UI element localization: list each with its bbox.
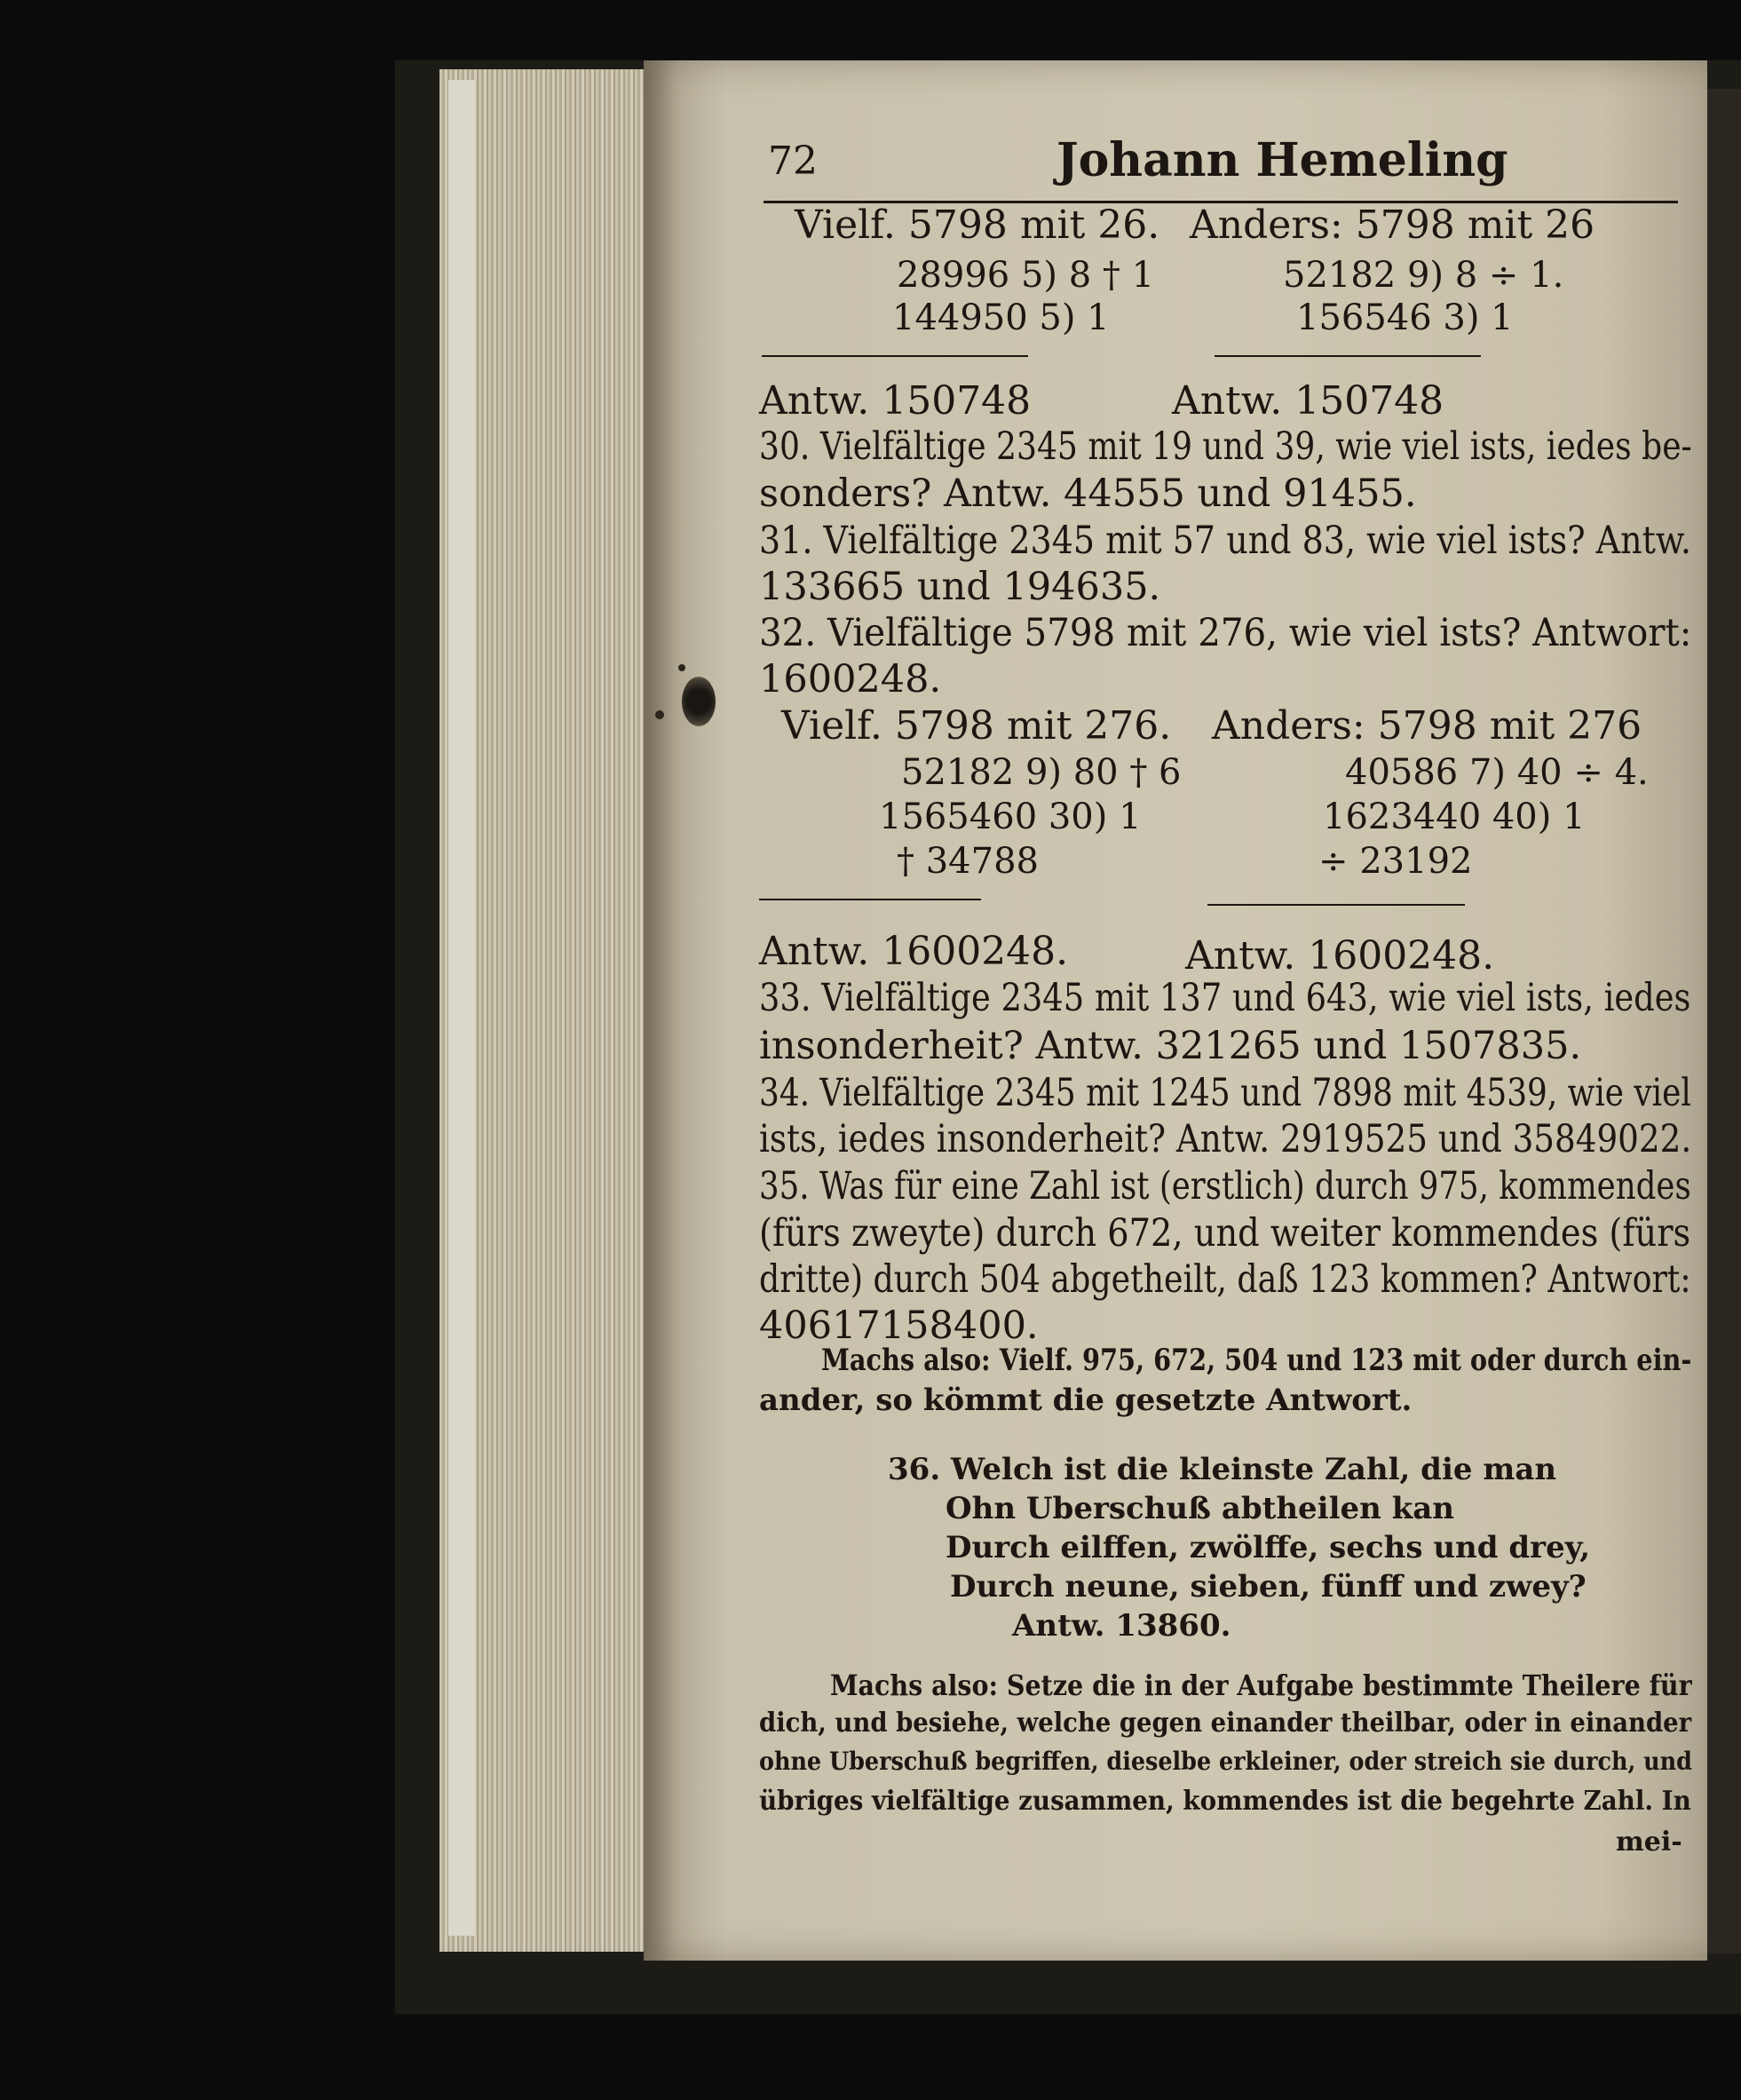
problem-text-line: insonderheit? Antw. 321265 und 1507835. bbox=[759, 1024, 1582, 1068]
calc1-left-line: 28996 5) 8 † 1 bbox=[897, 255, 1155, 296]
instruction-line: dich, und besiehe, welche gegen einander theilbar, oder in einander bbox=[759, 1708, 1692, 1739]
calc1-rule-left bbox=[762, 355, 1028, 357]
calc2-answer-left: Antw. 1600248. bbox=[759, 929, 1069, 974]
page-number: 72 bbox=[768, 139, 818, 184]
calc1-right-line: 52182 9) 8 ÷ 1. bbox=[1283, 255, 1564, 296]
verse-line: Ohn Uberschuß abtheilen kan bbox=[946, 1491, 1455, 1526]
problem-text-line: 34. Vielfältige 2345 mit 1245 und 7898 mit 4539, wie viel bbox=[759, 1071, 1691, 1115]
calc2-rule-left bbox=[759, 899, 981, 900]
calc2-right-line: 1623440 40) 1 bbox=[1323, 796, 1586, 837]
calc1-rule-right bbox=[1215, 355, 1481, 357]
problem-text-line: 30. Vielfältige 2345 mit 19 und 39, wie viel ists, iedes be- bbox=[759, 424, 1692, 469]
calc2-answer-right: Antw. 1600248. bbox=[1185, 933, 1495, 979]
calc1-answer-right: Antw. 150748 bbox=[1172, 378, 1444, 424]
problem-text-line: 1600248. bbox=[759, 657, 942, 701]
problem-text-line: 133665 und 194635. bbox=[759, 565, 1161, 609]
instruction-line: übriges vielfältige zusammen, kommendes ist die begehrte Zahl. In bbox=[759, 1786, 1691, 1817]
calc2-rule-right bbox=[1207, 904, 1465, 906]
calc1-left-line: Vielf. 5798 mit 26. bbox=[795, 202, 1160, 248]
problem-text-line: 31. Vielfältige 2345 mit 57 und 83, wie viel ists? Antw. bbox=[759, 519, 1691, 563]
calc1-right-line: Anders: 5798 mit 26 bbox=[1190, 202, 1595, 248]
problem-text-line: sonders? Antw. 44555 und 91455. bbox=[759, 472, 1417, 516]
running-title: Johann Hemeling bbox=[1056, 133, 1508, 187]
verse-answer: Antw. 13860. bbox=[1012, 1608, 1231, 1644]
instruction-line: ohne Uberschuß begriffen, dieselbe erkleiner, oder streich sie durch, und bbox=[759, 1747, 1692, 1776]
verse-line: Durch neune, sieben, fünff und zwey? bbox=[950, 1569, 1587, 1605]
problem-text-line: dritte) durch 504 abgetheilt, daß 123 kommen? Antwort: bbox=[759, 1257, 1691, 1302]
calc2-right-line: Anders: 5798 mit 276 bbox=[1212, 703, 1642, 749]
verse-line: 36. Welch ist die kleinste Zahl, die man bbox=[888, 1452, 1557, 1487]
calc1-answer-left: Antw. 150748 bbox=[759, 378, 1032, 424]
problem-text-line: 33. Vielfältige 2345 mit 137 und 643, wie viel ists, iedes bbox=[759, 976, 1691, 1020]
book-gutter bbox=[1707, 89, 1741, 1953]
problem-text-line: 40617158400. bbox=[759, 1304, 1039, 1348]
endpaper-edge bbox=[448, 80, 475, 1936]
calc2-right-line: 40586 7) 40 ÷ 4. bbox=[1345, 752, 1649, 793]
calc1-right-line: 156546 3) 1 bbox=[1296, 297, 1514, 338]
problem-text-line: ists, iedes insonderheit? Antw. 2919525 und 35849022. bbox=[759, 1117, 1692, 1161]
calc2-left-line: 52182 9) 80 † 6 bbox=[901, 752, 1182, 793]
ink-stain bbox=[682, 677, 716, 726]
problem-text-line: 35. Was für eine Zahl ist (erstlich) durch 975, kommendes bbox=[759, 1164, 1691, 1208]
verse-line: Durch eilffen, zwölffe, sechs und drey, bbox=[946, 1530, 1591, 1565]
calc1-left-line: 144950 5) 1 bbox=[892, 297, 1110, 338]
instruction-line: Machs also: Setze die in der Aufgabe bestimmte Theilere für bbox=[830, 1668, 1692, 1702]
calc2-left-line: Vielf. 5798 mit 276. bbox=[781, 703, 1172, 749]
problem-text-line: (fürs zweyte) durch 672, und weiter kommendes (fürs bbox=[759, 1211, 1691, 1256]
problem-text-line: 32. Vielfältige 5798 mit 276, wie viel ists? Antwort: bbox=[759, 611, 1692, 655]
instruction-line: Machs also: Vielf. 975, 672, 504 und 123 mit oder durch ein- bbox=[821, 1343, 1692, 1378]
ink-speck bbox=[678, 664, 685, 671]
catchword: mei- bbox=[1616, 1827, 1682, 1858]
ink-speck bbox=[655, 710, 664, 719]
calc2-right-line: ÷ 23192 bbox=[1318, 841, 1473, 882]
instruction-line: ander, so kömmt die gesetzte Antwort. bbox=[759, 1383, 1413, 1418]
calc2-left-line: 1565460 30) 1 bbox=[879, 796, 1142, 837]
calc2-left-line: † 34788 bbox=[897, 841, 1039, 882]
